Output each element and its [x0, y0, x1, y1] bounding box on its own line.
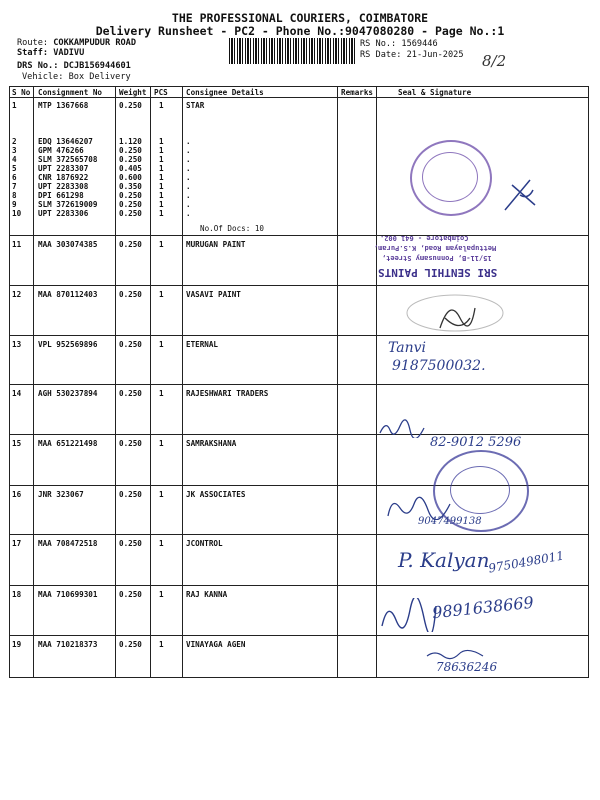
senthil-stamp-line1: 15/11-B, Ponnusamy Street,	[382, 254, 492, 262]
row-6-sno: 6	[12, 173, 17, 182]
rs-date-line	[360, 50, 464, 60]
row-13-weight: 0.250	[119, 340, 142, 349]
row-15-weight: 0.250	[119, 439, 142, 448]
row-15-pcs: 1	[159, 439, 164, 448]
rs-no-value: 1569446	[401, 39, 438, 49]
row-3-sno: 3	[12, 146, 17, 155]
row-19-consignment: MAA 710218373	[38, 640, 98, 649]
row-18-sno: 18	[12, 590, 22, 599]
rs-date-value: 21-Jun-2025	[406, 50, 464, 60]
col-header-consignment: Consignment No	[38, 88, 103, 97]
row-3-consignee: .	[186, 146, 191, 155]
company-title: THE PROFESSIONAL COURIERS, COIMBATORE	[171, 11, 429, 25]
row-5-consignment: UPT 2283307	[38, 164, 89, 173]
senthil-stamp-line3: Coimbatore - 641 002.	[380, 234, 469, 242]
signature-row17-name: P. Kalyan	[398, 548, 490, 572]
row-6-weight: 0.600	[119, 173, 142, 182]
row-4-consignment: SLM 372565708	[38, 155, 98, 164]
row-18-pcs: 1	[159, 590, 164, 599]
row-13-sno: 13	[12, 340, 22, 349]
row-12-sno: 12	[12, 290, 22, 299]
row-2-pcs: 1	[159, 137, 164, 146]
row-16-consignment: JNR 323067	[38, 490, 84, 499]
row-9-pcs: 1	[159, 200, 164, 209]
row-5-consignee: .	[186, 164, 191, 173]
col-header-seal: Seal & Signature	[398, 88, 472, 97]
row-1-consignee: STAR	[186, 101, 205, 110]
row-7-sno: 7	[12, 182, 17, 191]
signature-row12	[400, 288, 510, 338]
signature-row19-phone: 78636246	[436, 660, 498, 674]
row-10-weight: 0.250	[119, 209, 142, 218]
row-8-consignment: DPI 661298	[38, 191, 84, 200]
staff-label: Staff:	[17, 48, 49, 58]
drs-line	[17, 61, 131, 71]
row-11-consignee: MURUGAN PAINT	[186, 240, 246, 249]
row-14-pcs: 1	[159, 389, 164, 398]
row-1-sno: 1	[12, 101, 17, 110]
row-18-weight: 0.250	[119, 590, 142, 599]
row-15-sno: 15	[12, 439, 22, 448]
row-19-weight: 0.250	[119, 640, 142, 649]
col-header-sno: S No	[12, 88, 31, 97]
vehicle-line	[22, 72, 131, 82]
row-7-consignment: UPT 2283308	[38, 182, 89, 191]
row-16-pcs: 1	[159, 490, 164, 499]
row-18-consignee: RAJ KANNA	[186, 590, 228, 599]
row-2-consignment: EDQ 13646207	[38, 137, 93, 146]
row-8-pcs: 1	[159, 191, 164, 200]
staff-line	[17, 48, 84, 58]
row-15-consignment: MAA 651221498	[38, 439, 98, 448]
row-9-sno: 9	[12, 200, 17, 209]
row-3-pcs: 1	[159, 146, 164, 155]
row-14-consignee: RAJESHWARI TRADERS	[186, 389, 269, 398]
row-2-sno: 2	[12, 137, 17, 146]
row-14-consignment: AGH 530237894	[38, 389, 98, 398]
row-1-pcs: 1	[159, 101, 164, 110]
row-2-weight: 1.120	[119, 137, 142, 146]
route-label: Route:	[17, 38, 49, 48]
row-12-consignee: VASAVI PAINT	[186, 290, 241, 299]
signature-row18-phone: 9891638669	[431, 592, 535, 623]
row-19-pcs: 1	[159, 640, 164, 649]
row-7-consignee: .	[186, 182, 191, 191]
signature-row1	[500, 175, 540, 215]
row-12-pcs: 1	[159, 290, 164, 299]
vehicle-label: Vehicle:	[22, 72, 64, 82]
row-12-weight: 0.250	[119, 290, 142, 299]
row-11-weight: 0.250	[119, 240, 142, 249]
row-17-consignee: JCONTROL	[186, 539, 223, 548]
route-line	[17, 38, 136, 48]
signature-row16-phone: 9047499138	[418, 516, 482, 527]
runsheet-subtitle: Delivery Runsheet - PC2 - Phone No.:9047080280 - Page No.:1	[95, 24, 505, 38]
senthil-stamp-line2: Mettupalayam Road, K.S.Puram,	[374, 244, 497, 252]
row-7-weight: 0.350	[119, 182, 142, 191]
row-4-weight: 0.250	[119, 155, 142, 164]
row-19-sno: 19	[12, 640, 22, 649]
row-6-consignment: CNR 1876922	[38, 173, 89, 182]
row-4-sno: 4	[12, 155, 17, 164]
row-8-consignee: .	[186, 191, 191, 200]
samrakshana-seal-inner	[450, 466, 510, 514]
row-18-consignment: MAA 710699301	[38, 590, 98, 599]
signature-row17-phone: 9750498011	[487, 548, 565, 576]
rs-no-label: RS No.:	[360, 39, 397, 49]
row-9-consignee: .	[186, 200, 191, 209]
row-9-consignment: SLM 372619009	[38, 200, 98, 209]
staff-value: VADIVU	[53, 48, 85, 58]
col-header-remarks: Remarks	[341, 88, 374, 97]
docs-count: No.Of Docs: 10	[200, 224, 265, 233]
row-11-pcs: 1	[159, 240, 164, 249]
row-11-consignment: MAA 303074385	[38, 240, 98, 249]
row-19-consignee: VINAYAGA AGEN	[186, 640, 246, 649]
row-7-pcs: 1	[159, 182, 164, 191]
row-11-sno: 11	[12, 240, 22, 249]
row-1-consignment: MTP 1367668	[38, 101, 89, 110]
row-14-sno: 14	[12, 389, 22, 398]
row-9-weight: 0.250	[119, 200, 142, 209]
row-4-pcs: 1	[159, 155, 164, 164]
row-14-weight: 0.250	[119, 389, 142, 398]
row-13-consignment: VPL 952569896	[38, 340, 98, 349]
handwritten-note: 8/2	[482, 52, 507, 70]
row-10-consignee: .	[186, 209, 191, 218]
row-3-consignment: GPM 476266	[38, 146, 84, 155]
signature-row13-name: Tanvi	[388, 340, 427, 356]
row-8-weight: 0.250	[119, 191, 142, 200]
row-6-pcs: 1	[159, 173, 164, 182]
row-17-sno: 17	[12, 539, 22, 548]
row-16-consignee: JK ASSOCIATES	[186, 490, 246, 499]
row-16-sno: 16	[12, 490, 22, 499]
row-5-sno: 5	[12, 164, 17, 173]
row-2-consignee: .	[186, 137, 191, 146]
row-10-sno: 10	[12, 209, 22, 218]
drs-value: DCJB156944601	[63, 61, 131, 71]
rs-date-label: RS Date:	[360, 50, 402, 60]
row-5-weight: 0.405	[119, 164, 142, 173]
row-12-consignment: MAA 870112403	[38, 290, 98, 299]
signature-row13-phone: 9187500032.	[392, 358, 486, 374]
col-header-pcs: PCS	[154, 88, 168, 97]
round-seal-inner	[422, 152, 478, 202]
row-10-consignment: UPT 2283306	[38, 209, 89, 218]
row-17-weight: 0.250	[119, 539, 142, 548]
row-3-weight: 0.250	[119, 146, 142, 155]
route-value: COKKAMPUDUR ROAD	[53, 38, 137, 48]
vehicle-value: Box Delivery	[68, 72, 131, 82]
row-6-consignee: .	[186, 173, 191, 182]
row-17-pcs: 1	[159, 539, 164, 548]
col-header-consignee: Consignee Details	[186, 88, 264, 97]
signature-row14-scribble	[378, 418, 428, 438]
row-13-consignee: ETERNAL	[186, 340, 219, 349]
barcode	[229, 38, 357, 64]
row-1-weight: 0.250	[119, 101, 142, 110]
row-4-consignee: .	[186, 155, 191, 164]
rs-no-line	[360, 39, 438, 49]
senthil-stamp-name: SRI SENTHIL PAINTS	[378, 266, 498, 279]
row-8-sno: 8	[12, 191, 17, 200]
signature-row14-phone: 82-9012 5296	[430, 435, 522, 450]
row-15-consignee: SAMRAKSHANA	[186, 439, 237, 448]
row-10-pcs: 1	[159, 209, 164, 218]
signature-row18-scribble	[378, 598, 438, 632]
drs-label: DRS No.:	[17, 61, 59, 71]
row-17-consignment: MAA 708472518	[38, 539, 98, 548]
col-header-weight: Weight	[119, 88, 147, 97]
row-5-pcs: 1	[159, 164, 164, 173]
row-16-weight: 0.250	[119, 490, 142, 499]
row-13-pcs: 1	[159, 340, 164, 349]
